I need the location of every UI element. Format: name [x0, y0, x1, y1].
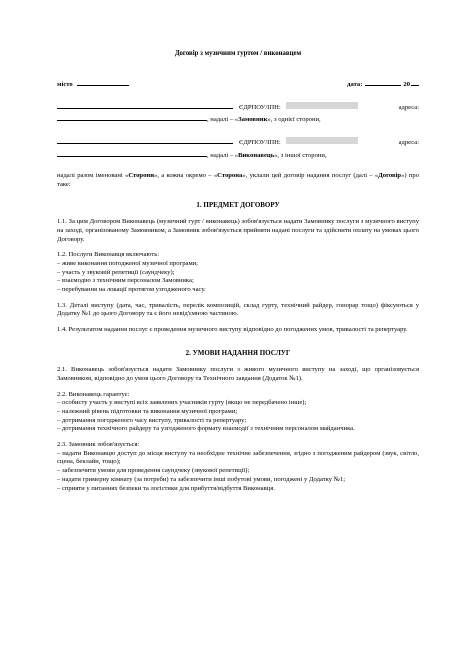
- year-blank[interactable]: [411, 79, 419, 86]
- customer-address-label: адреса:: [398, 103, 419, 111]
- clause-2-3-title: 2.3. Замовник зобов'язується:: [57, 441, 140, 449]
- customer-edrpou-label: ЄДРПОУ/ІПН:: [239, 103, 281, 111]
- clause-1-2-item: – перебування на локації протягом узгодженого часу.: [57, 286, 206, 294]
- performer-role-prefix: , надалі – «: [207, 151, 239, 159]
- customer-name-blank[interactable]: [57, 102, 233, 109]
- clause-2-1: 2.1. Виконавець зобов'язується надати Замовнику послуги з живого музичного виступу на заході, що організовується Замовником, відповідно до умов цього Договору та Технічного завдання (Додаток №1).: [57, 366, 419, 382]
- clause-2-2-item: – належний рівень підготовки та виконання музичної програми;: [57, 407, 238, 415]
- clause-1-2-item: – участь у звуковій репетиції (саундчеку);: [57, 268, 175, 276]
- city-blank[interactable]: [77, 79, 129, 86]
- clause-2-2-item: – особисту участь у виступі всіх заявлених учасників гурту (якщо не передбачено інше);: [57, 399, 307, 407]
- clause-2-3-item: – надати гримерну кімнату (за потреби) та забезпечити інші побутові умови, погоджені у Додатку №1;: [57, 475, 346, 483]
- performer-address-label: адреса:: [398, 139, 419, 147]
- party-performer: [57, 137, 419, 160]
- date-label: дата:: [347, 80, 363, 88]
- clause-1-2-item: – живе виконання погодженої музичної програми;: [57, 259, 199, 267]
- clause-2-3-item: – сприяти у питаннях безпеки та логістики для прибуття/відбуття Виконавця.: [57, 484, 275, 492]
- clause-2-3-item: – надати Виконавцю доступ до місця виступу та необхідне технічне забезпечення, згідно з погодженим райдером (звук, світло, сцена, беклайн, тощо);: [57, 449, 419, 466]
- customer-address-blank[interactable]: [57, 114, 207, 121]
- performer-role: Виконавець: [238, 151, 275, 159]
- performer-edrpou-field[interactable]: [286, 137, 358, 144]
- performer-role-suffix: », з іншої сторони,: [274, 151, 327, 159]
- section2-heading: 2. УМОВИ НАДАННЯ ПОСЛУГ: [185, 348, 291, 357]
- intro-paragraph: надалі разом іменовані «Сторони», а кожна окремо – «Сторона», уклали цей договір надання послуг (далі – «Договір») про таке:: [57, 172, 420, 189]
- contract-page: [57, 50, 419, 493]
- clause-1-2-title: 1.2. Послуги Виконавця включають:: [57, 251, 160, 259]
- city-label: місто: [57, 80, 73, 88]
- document-title: Договір з музичним гуртом / виконавцем: [174, 50, 302, 57]
- performer-address-blank[interactable]: [57, 150, 207, 157]
- party-customer: [57, 102, 419, 125]
- performer-name-blank[interactable]: [57, 137, 233, 144]
- clause-1-4: 1.4. Результатом надання послуг є проведення музичного виступу відповідно до погоджених умов, тривалості та репертуару.: [57, 326, 408, 334]
- date-blank[interactable]: [365, 79, 401, 86]
- customer-role-suffix: », з однієї сторони,: [267, 116, 321, 124]
- section1-heading: 1. ПРЕДМЕТ ДОГОВОРУ: [196, 200, 280, 209]
- clause-2-2-item: – дотримання погодженого часу виступу, тривалості та репертуару;: [57, 416, 247, 424]
- year-prefix: 20: [403, 80, 410, 88]
- clause-1-3: 1.3. Деталі виступу (дата, час, тривалість, перелік композицій, склад гурту, технічний райдер, гонорар тощо) фіксуються у Додатку №1 до цього Договору та є його невід'ємною частиною.: [57, 301, 419, 318]
- clause-1-1: 1.1. За цим Договором Виконавець (музичний гурт / виконавець) зобов'язується надати Замовнику послуги з музичного виступу на заході, організованому Замовником, а Замовник зобов'язується прийняти надані послуги та здійснити оплату на умовах цього Договору.: [57, 218, 419, 243]
- customer-edrpou-field[interactable]: [286, 102, 358, 109]
- clause-2-2-title: 2.2. Виконавець гарантує:: [57, 390, 130, 398]
- clause-2-3-item: – забезпечити умови для проведення саундчеку (звукової репетиції);: [57, 467, 250, 475]
- clause-1-2-item: – взаємодію з технічним персоналом Замовника;: [57, 277, 194, 285]
- customer-role: Замовник: [238, 116, 268, 124]
- clause-2-2-item: – дотримання технічного райдеру та узгодженого формату взаємодії з технічним персоналом майданчика.: [57, 425, 355, 433]
- performer-edrpou-label: ЄДРПОУ/ІПН:: [239, 139, 281, 147]
- customer-role-prefix: , надалі – «: [207, 116, 239, 124]
- city-date-row: [57, 79, 419, 90]
